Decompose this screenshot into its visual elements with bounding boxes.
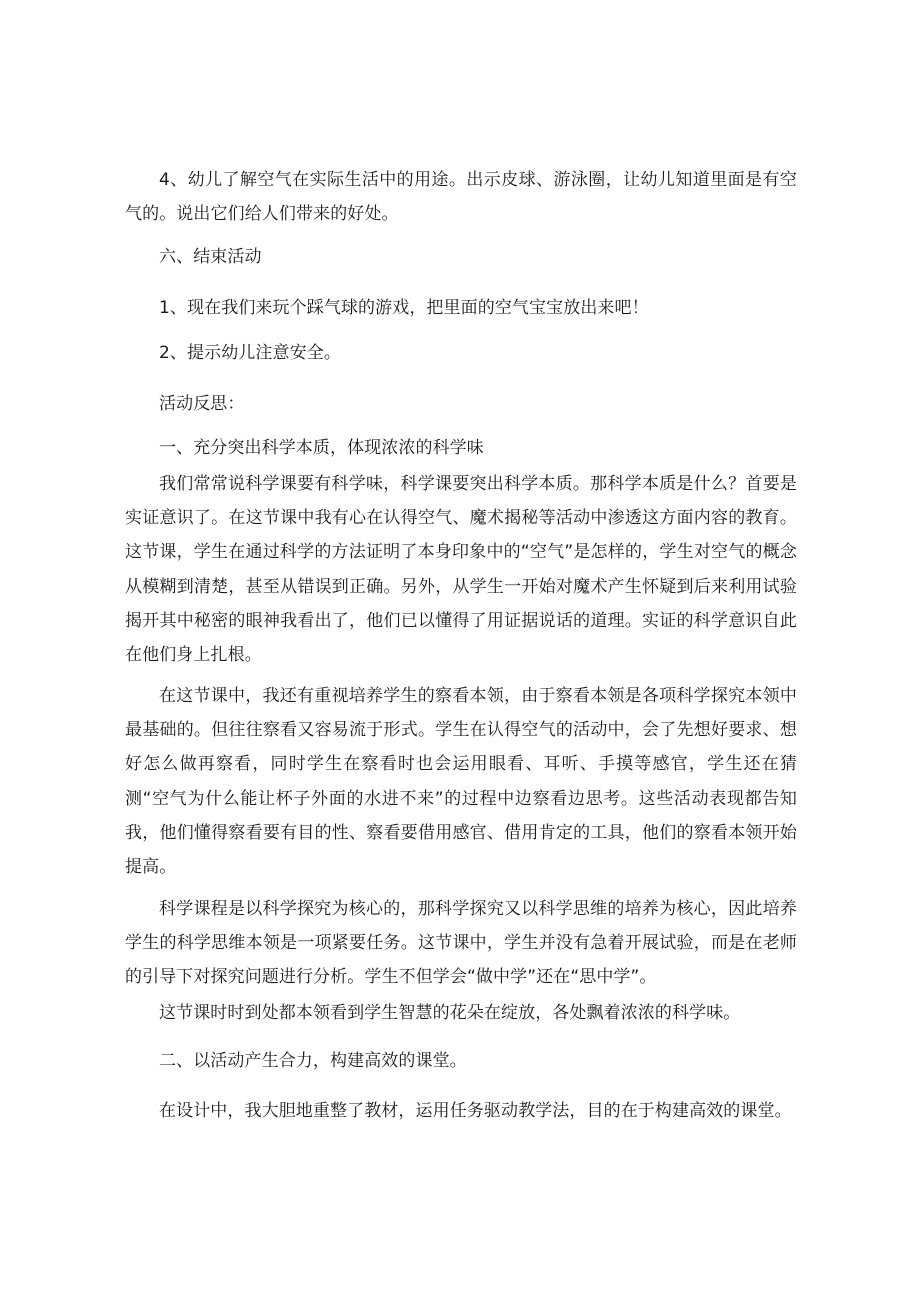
paragraph-scientific-thinking: 科学课程是以科学探究为核心的，那科学探究又以科学思维的培养为核心，因此培养学生的科学思维本领是一项紧要任务。这节课中，学生并没有急着开展试验，而是在老师的引导下对探究问题进行分析。学生不但学会“做中学”还在“思中学”。: [125, 899, 797, 988]
paragraph-balloon-game: 1、现在我们来玩个踩气球的游戏，把里面的空气宝宝放出来吧！: [159, 298, 649, 318]
paragraph-efficient-classroom: 在设计中，我大胆地重整了教材，运用任务驱动教学法，目的在于构建高效的课堂。: [159, 1101, 792, 1121]
paragraph-use-of-air: 4、幼儿了解空气在实际生活中的用途。出示皮球、游泳圈，让幼儿知道里面是有空气的。说出它们给人们带来的好处。: [125, 170, 797, 225]
paragraph-observation-skills: 在这节课中，我还有重视培养学生的察看本领，由于察看本领是各项科学探究本领中最基础的。但往往察看又容易流于形式。学生在认得空气的活动中，会了先想好要求、想好怎么做再察看，同时学生在察看时也会运用眼看、耳听、手摸等感官，学生还在猜测“空气为什么能让杯子外面的水进不来”的过程中边察看边思考。这些活动表现都告知我，他们懂得察看要有目的性、察看要借用感官、借用肯定的工具，他们的察看本领开始提高。: [125, 686, 797, 878]
paragraph-science-flavor: 这节课时时到处都本领看到学生智慧的花朵在绽放，各处飘着浓浓的科学味。: [159, 1003, 741, 1023]
heading-section-one: 一、充分突出科学本质，体现浓浓的科学味: [159, 438, 484, 458]
heading-section-two: 二、以活动产生合力，构建高效的课堂。: [159, 1051, 467, 1071]
paragraph-safety: 2、提示幼儿注意安全。: [159, 343, 341, 363]
heading-end-activity: 六、结束活动: [159, 247, 262, 267]
heading-reflection: 活动反思：: [159, 394, 245, 414]
paragraph-science-essence: 我们常常说科学课要有科学味，科学课要突出科学本质。那科学本质是什么？首要是实证意识了。在这节课中我有心在认得空气、魔术揭秘等活动中渗透这方面内容的教育。这节课，学生在通过科学的方法证明了本身印象中的“空气”是怎样的，学生对空气的概念从模糊到清楚，甚至从错误到正确。另外，从学生一开始对魔术产生怀疑到后来利用试验揭开其中秘密的眼神我看出了，他们已以懂得了用证据说话的道理。实证的科学意识自此在他们身上扎根。: [125, 474, 797, 666]
